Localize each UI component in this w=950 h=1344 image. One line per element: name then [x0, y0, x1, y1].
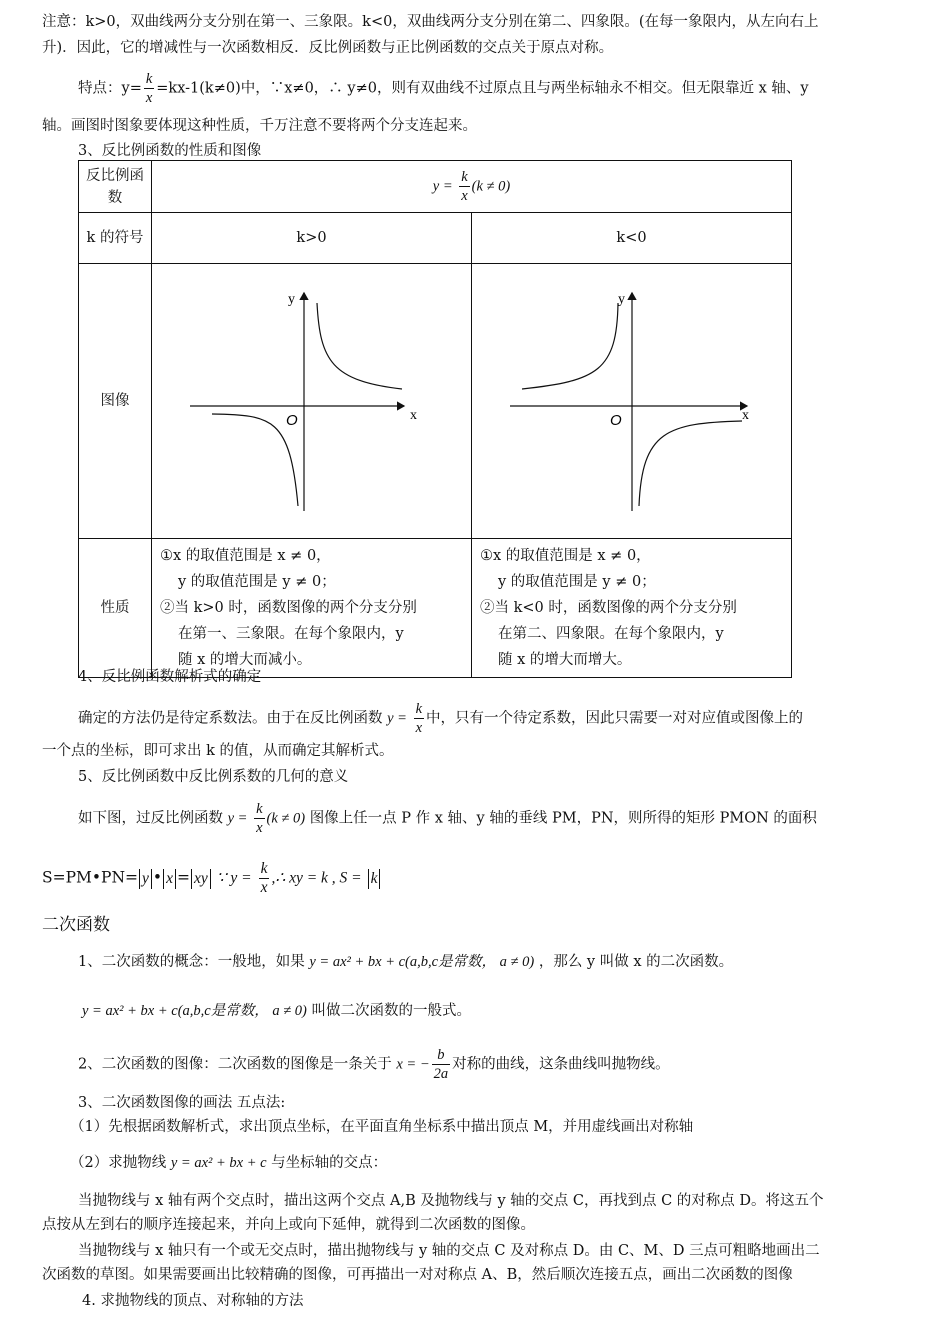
properties-k-positive — [152, 539, 472, 678]
quad-p1 — [78, 951, 733, 973]
section5-x: x — [256, 820, 263, 836]
section4-x: x — [415, 720, 423, 736]
quad-p2-text: 叫做二次函数的一般式。 — [311, 1003, 471, 1019]
quad-p8-line-2: 次函数的草图。如果需要画出比较精确的图像，可再描出一对对称点 A、B，然后顺次连接五点，画出二次函数的图像 — [42, 1267, 793, 1283]
row-label-properties: 性质 — [79, 539, 152, 678]
quad-p3-den: 2a — [433, 1066, 449, 1082]
abs-k: k — [368, 869, 381, 889]
quad-p2 — [82, 1000, 471, 1022]
note-line-1: 注意：k>0，双曲线两分支分别在第一、三象限。k<0，双曲线两分支分别在第二、四象限。(在每一象限内，从左向右上 — [42, 14, 819, 30]
quad-p6-a: （2）求抛物线 — [70, 1155, 167, 1171]
table-formula-fraction — [459, 168, 469, 205]
table-row — [79, 213, 792, 264]
quad-p3 — [78, 1046, 670, 1083]
quad-p1-formula: y = ax² + bx + c(a,b,c是常数， a ≠ 0) — [309, 954, 535, 970]
quad-p8-line-1: 当抛物线与 x 轴只有一个或无交点时，描出抛物线与 y 轴的交点 C 及对称点 D。由 C、M、D 三点可粗略地画出二 — [78, 1243, 820, 1259]
hyperbola-branch-q2 — [522, 303, 618, 389]
section4-formula-lhs: y = — [387, 710, 407, 727]
table-formula-lhs: y = — [432, 178, 453, 195]
section5-paragraph — [78, 800, 817, 837]
property-line: y 的取值范围是 y ≠ 0； — [498, 574, 656, 590]
feature-paragraph — [78, 70, 809, 107]
y-axis-label: y — [617, 292, 625, 307]
property-line: 随 x 的增大而增大。 — [498, 652, 632, 668]
table-formula-k: k — [461, 169, 468, 185]
area-dot: • — [152, 868, 163, 887]
section4-paragraph — [78, 700, 803, 737]
quad-p3-a: 2、二次函数的图像：二次函数的图像是一条关于 — [78, 1056, 392, 1073]
abs-xy: xy — [191, 869, 211, 889]
quad-p3-b: 对称的曲线，这条曲线叫抛物线。 — [452, 1056, 670, 1073]
area-formula — [42, 860, 381, 897]
table-formula-x: x — [461, 188, 468, 204]
feature-prefix: 特点： — [78, 80, 122, 97]
section3-heading: 3、反比例函数的性质和图像 — [78, 143, 262, 159]
x-axis-label: x — [409, 408, 417, 423]
property-line: ②当 k<0 时，函数图像的两个分支分别 — [480, 600, 737, 616]
quad-p6-b: 与坐标轴的交点： — [271, 1155, 388, 1171]
properties-table — [78, 160, 792, 678]
area-eq: = — [176, 868, 190, 887]
section5-fraction — [254, 800, 264, 837]
graph-k-positive — [182, 281, 442, 521]
area-x: x — [260, 879, 268, 896]
property-line: ①x 的取值范围是 x ≠ 0， — [480, 548, 651, 564]
property-line: y 的取值范围是 y ≠ 0； — [178, 574, 336, 590]
property-line: 随 x 的增大而减小。 — [178, 652, 312, 668]
quad-p5: （1）先根据函数解析式，求出顶点坐标，在平面直角坐标系中描出顶点 M，并用虚线画出对称轴 — [70, 1119, 694, 1135]
quad-p2-formula: y = ax² + bx + c(a,b,c是常数， a ≠ 0) — [82, 1003, 307, 1019]
section5-text-b: 图像上任一点 P 作 x 轴、y 轴的垂线 PM，PN，则所得的矩形 PMON 的面积 — [309, 810, 817, 827]
table-formula-cell — [152, 161, 792, 213]
row-label-graph: 图像 — [79, 264, 152, 539]
section5-cond: (k ≠ 0) — [266, 810, 306, 827]
x-axis-label: x — [741, 408, 749, 423]
area-prefix: S=PM•PN= — [42, 868, 139, 887]
section4-text-b: 中，只有一个待定系数，因此只需要一对对应值或图像上的 — [426, 710, 804, 727]
quad-p3-fraction — [432, 1046, 451, 1083]
k-positive-cell: k>0 — [152, 213, 472, 264]
hyperbola-branch-q4 — [639, 421, 742, 506]
feature-formula: y= — [121, 80, 142, 97]
section4-heading: 4、反比例函数解析式的确定 — [78, 669, 262, 685]
k-negative-cell: k<0 — [472, 213, 792, 264]
graph-k-negative-cell — [472, 264, 792, 539]
section4-text-a: 确定的方法仍是待定系数法。由于在反比例函数 — [78, 710, 383, 727]
abs-y: y — [139, 869, 152, 889]
area-fraction — [259, 860, 270, 897]
graph-k-negative — [502, 281, 762, 521]
row-label-function: 反比例函数 — [79, 161, 152, 213]
feature-fraction — [144, 70, 154, 107]
property-line: ②当 k>0 时，函数图像的两个分支分别 — [160, 600, 417, 616]
property-line: 在第一、三象限。在每个象限内，y — [178, 626, 404, 642]
section5-k: k — [256, 801, 263, 817]
quad-p9: 4. 求抛物线的顶点、对称轴的方法 — [82, 1293, 304, 1309]
note-line-2: 升)．因此，它的增减性与一次函数相反．反比例函数与正比例函数的交点关于原点对称。 — [42, 40, 614, 56]
table-row — [79, 161, 792, 213]
quad-p6-formula: y = ax² + bx + c — [170, 1155, 267, 1171]
feature-line-2: 轴。画图时图象要体现这种性质，千万注意不要将两个分支连起来。 — [42, 118, 477, 134]
quad-p7-line-1: 当抛物线与 x 轴有两个交点时，描出这两个交点 A,B 及抛物线与 y 轴的交点 C，再找到点 C 的对称点 D。将这五个 — [78, 1193, 824, 1209]
section5-text-a: 如下图，过反比例函数 — [78, 810, 223, 827]
section4-fraction — [414, 700, 424, 737]
quadratic-title: 二次函数 — [42, 915, 110, 935]
quad-p4: 3、二次函数图像的画法 五点法: — [78, 1095, 286, 1111]
property-line: ①x 的取值范围是 x ≠ 0， — [160, 548, 331, 564]
origin-label: O — [285, 412, 298, 429]
area-k: k — [260, 860, 268, 877]
table-formula-cond: (k ≠ 0) — [471, 178, 511, 195]
area-tail: ,∴ xy = k , S = — [271, 869, 362, 887]
area-because: ∵ y = — [216, 869, 252, 887]
quad-p1-a: 1、二次函数的概念：一般地，如果 — [78, 954, 305, 970]
feature-numerator: k — [145, 71, 153, 87]
table-row — [79, 539, 792, 678]
graph-k-positive-cell — [152, 264, 472, 539]
section5-heading: 5、反比例函数中反比例系数的几何的意义 — [78, 769, 349, 785]
quad-p3-lhs: x = − — [396, 1056, 430, 1073]
quad-p7-line-2: 点按从左到右的顺序连接起来，并向上或向下延伸，就得到二次函数的图像。 — [42, 1217, 535, 1233]
section4-k: k — [415, 701, 423, 717]
section4-line-2: 一个点的坐标，即可求出 k 的值，从而确定其解析式。 — [42, 743, 394, 759]
hyperbola-branch-q1 — [317, 303, 402, 389]
section5-formula-lhs: y = — [227, 810, 248, 827]
quad-p1-b: ，那么 y 叫做 x 的二次函数。 — [538, 954, 734, 970]
quad-p3-num: b — [432, 1046, 451, 1065]
origin-label: O — [609, 412, 622, 429]
quad-p6 — [70, 1152, 387, 1174]
row-label-k-sign: k 的符号 — [79, 213, 152, 264]
abs-x: x — [163, 869, 176, 889]
properties-k-negative — [472, 539, 792, 678]
feature-denominator: x — [145, 90, 153, 106]
y-axis-label: y — [287, 292, 295, 307]
property-line: 在第二、四象限。在每个象限内，y — [498, 626, 724, 642]
feature-text: =kx-1(k≠0)中，∵x≠0，∴ y≠0，则有双曲线不过原点且与两坐标轴永不相交。但无限靠近 x 轴、y — [156, 80, 809, 97]
table-row — [79, 264, 792, 539]
